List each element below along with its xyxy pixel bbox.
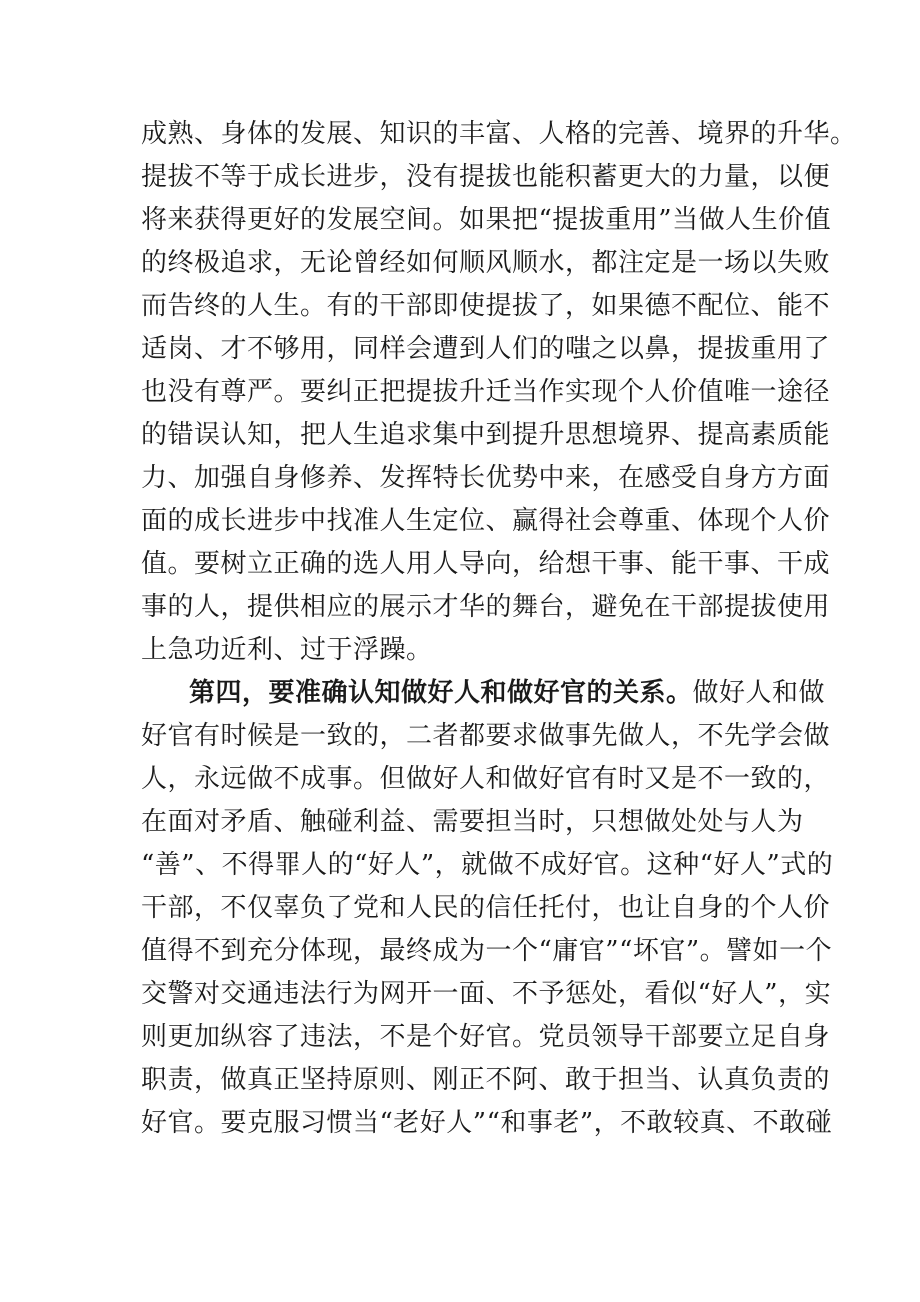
text-line: 人，永远做不成事。但做好人和做好官有时又是不一致的， <box>141 764 831 794</box>
text-line: 上急功近利、过于浮躁。 <box>141 635 433 665</box>
text-line: 职责，做真正坚持原则、刚正不阿、敢于担当、认真负责的 <box>141 1065 831 1095</box>
text-line: 值。要树立正确的选人用人导向，给想干事、能干事、干成 <box>141 549 831 579</box>
text-line: “善”、不得罪人的“好人”，就做不成好官。这种“好人”式的 <box>141 850 834 880</box>
text-line: 好官有时候是一致的，二者都要求做事先做人，不先学会做 <box>141 721 831 751</box>
text-line: 交警对交通违法行为网开一面、不予惩处，看似“好人”，实 <box>141 979 832 1009</box>
text-line: 的终极追求，无论曾经如何顺风顺水，都注定是一场以失败 <box>141 248 831 278</box>
section-heading: 第四，要准确认知做好人和做好官的关系。 <box>189 678 693 708</box>
text-line: 而告终的人生。有的干部即使提拔了，如果德不配位、能不 <box>141 291 831 321</box>
text-line: 力、加强自身修养、发挥特长优势中来，在感受自身方方面 <box>141 463 831 493</box>
text-line: 在面对矛盾、触碰利益、需要担当时，只想做处处与人为 <box>141 807 804 837</box>
text-line: 提拔不等于成长进步，没有提拔也能积蓄更大的力量，以便 <box>141 162 831 192</box>
text-line: 成熟、身体的发展、知识的丰富、人格的完善、境界的升华。 <box>141 119 857 149</box>
paragraph-first-line <box>189 673 826 713</box>
text-line: 将来获得更好的发展空间。如果把“提拔重用”当做人生价值 <box>141 205 832 235</box>
text-line: 面的成长进步中找准人生定位、赢得社会尊重、体现个人价 <box>141 506 831 536</box>
text-line: 值得不到充分体现，最终成为一个“庸官”“坏官”。譬如一个 <box>141 936 833 966</box>
text-line: 干部，不仅辜负了党和人民的信任托付，也让自身的个人价 <box>141 893 831 923</box>
text-line: 适岗、才不够用，同样会遭到人们的嗤之以鼻，提拔重用了 <box>141 334 831 364</box>
text-line: 也没有尊严。要纠正把提拔升迁当作实现个人价值唯一途径 <box>141 377 831 407</box>
text-line: 的错误认知，把人生追求集中到提升思想境界、提高素质能 <box>141 420 831 450</box>
heading-line-rest: 做好人和做 <box>692 678 826 708</box>
text-line: 事的人，提供相应的展示才华的舞台，避免在干部提拔使用 <box>141 592 831 622</box>
text-line: 好官。要克服习惯当“老好人”“和事老”，不敢较真、不敢碰 <box>141 1108 833 1138</box>
text-line: 则更加纵容了违法，不是个好官。党员领导干部要立足自身 <box>141 1022 831 1052</box>
